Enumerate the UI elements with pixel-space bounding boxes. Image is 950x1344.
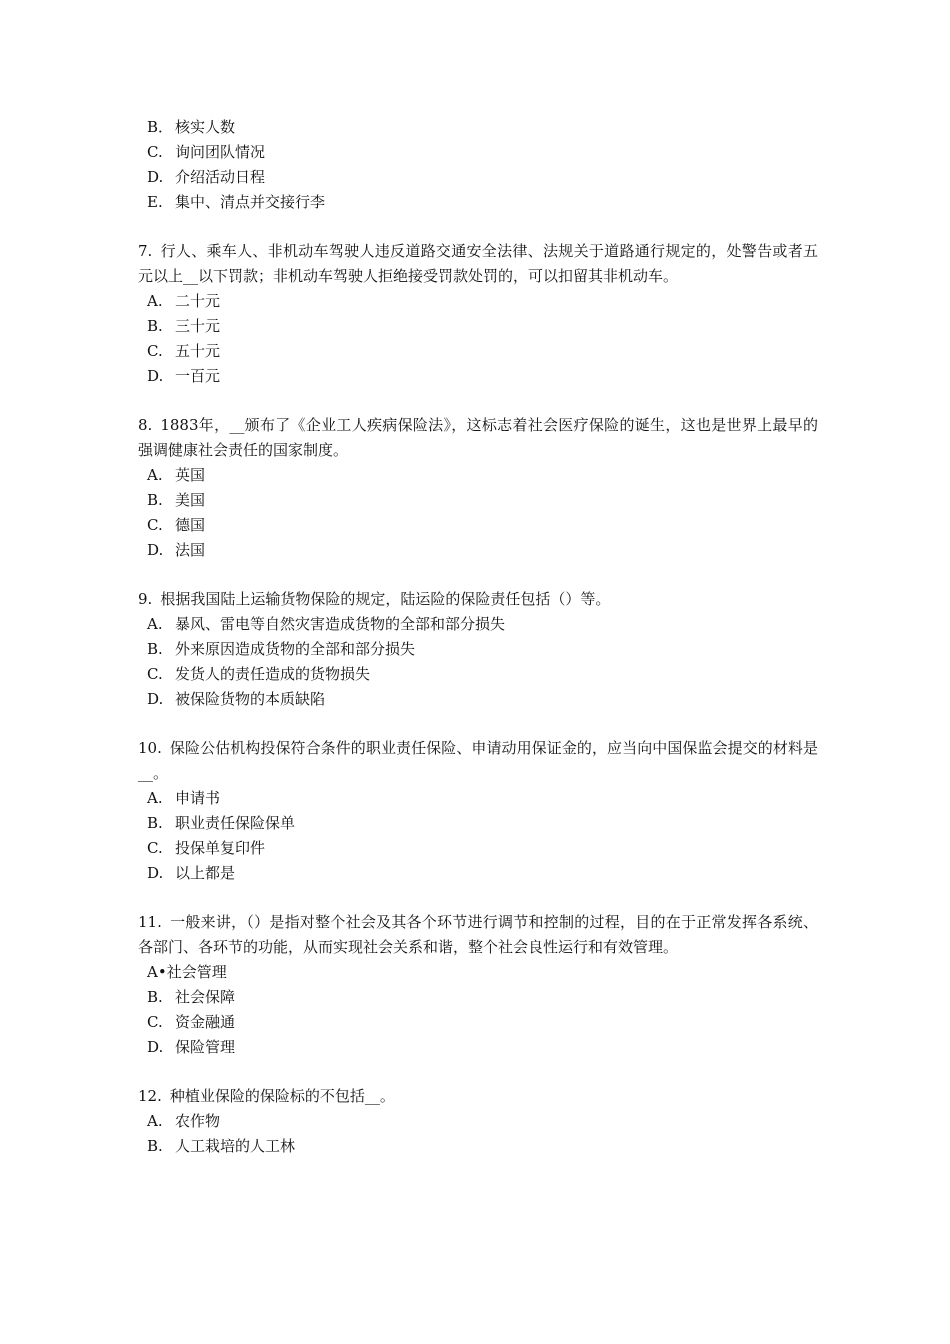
question-text	[138, 239, 818, 289]
question-stem: 根据我国陆上运输货物保险的规定，陆运险的保险责任包括（）等。	[160, 590, 611, 608]
option	[138, 1134, 818, 1159]
option	[138, 1035, 818, 1060]
option-text: 以上都是	[175, 864, 236, 882]
option	[138, 811, 818, 836]
option-letter: C.	[147, 1013, 163, 1031]
option-text: 发货人的责任造成的货物损失	[175, 665, 371, 683]
option	[138, 165, 818, 190]
option-text: 一百元	[175, 367, 221, 385]
question-7	[138, 239, 818, 389]
option-letter: A.	[147, 1112, 163, 1130]
option-letter: D.	[147, 168, 164, 186]
option-text: 法国	[175, 541, 206, 559]
question-10	[138, 736, 818, 886]
option-letter: D.	[147, 541, 164, 559]
option-text: 职业责任保险保单	[175, 814, 296, 832]
option-text: 资金融通	[175, 1013, 236, 1031]
option-text: 介绍活动日程	[175, 168, 266, 186]
option-text: 保险管理	[175, 1038, 236, 1056]
option-letter: C.	[147, 516, 163, 534]
option-letter: D.	[147, 1038, 164, 1056]
question-number: 9.	[138, 590, 153, 608]
option	[138, 786, 818, 811]
option-letter: C.	[147, 665, 163, 683]
option	[138, 687, 818, 712]
option-text: 暴风、雷电等自然灾害造成货物的全部和部分损失	[175, 615, 506, 633]
option-letter: B.	[147, 317, 163, 335]
option	[138, 861, 818, 886]
option-letter: B．	[147, 118, 174, 136]
option-letter: C.	[147, 839, 163, 857]
option	[138, 488, 818, 513]
question-9	[138, 587, 818, 712]
option	[138, 836, 818, 861]
option	[138, 364, 818, 389]
question-11	[138, 910, 818, 1060]
option-letter: A.	[147, 615, 163, 633]
option	[138, 513, 818, 538]
option-text: 被保险货物的本质缺陷	[175, 690, 326, 708]
question-12	[138, 1084, 818, 1159]
option	[138, 637, 818, 662]
option-letter: B.	[147, 814, 163, 832]
option-letter: C.	[147, 143, 163, 161]
question-stem: 一般来讲，（）是指对整个社会及其各个环节进行调节和控制的过程，目的在于正常发挥各系统、各部门、各环节的功能，从而实现社会关系和谐，整个社会良性运行和有效管理。	[138, 913, 818, 956]
question-number: 12.	[138, 1087, 162, 1105]
option-letter: B.	[147, 988, 163, 1006]
option-letter: B.	[147, 491, 163, 509]
option-text: 社会管理	[166, 963, 227, 981]
option	[138, 1109, 818, 1134]
question-number: 10.	[138, 739, 162, 757]
option	[138, 960, 818, 985]
question-text	[138, 587, 818, 612]
option-text: 英国	[175, 466, 206, 484]
leading-options	[138, 115, 818, 215]
option-letter: D.	[147, 367, 164, 385]
option	[138, 612, 818, 637]
option	[138, 190, 818, 215]
question-8	[138, 413, 818, 563]
option-letter: D.	[147, 690, 164, 708]
option-letter: C.	[147, 342, 163, 360]
question-text	[138, 1084, 818, 1109]
option-letter: A•	[147, 963, 167, 981]
question-text	[138, 910, 818, 960]
option-letter: B.	[147, 1137, 163, 1155]
option	[138, 538, 818, 563]
option-text: 投保单复印件	[175, 839, 266, 857]
option-letter: B.	[147, 640, 163, 658]
question-stem: 行人、乘车人、非机动车驾驶人违反道路交通安全法律、法规关于道路通行规定的，处警告或者五元以上__以下罚款；非机动车驾驶人拒绝接受罚款处罚的，可以扣留其非机动车。	[138, 242, 818, 285]
question-number: 8.	[138, 416, 153, 434]
document-body	[138, 115, 818, 1159]
option-text: 五十元	[175, 342, 221, 360]
option	[138, 339, 818, 364]
option	[138, 662, 818, 687]
option	[138, 985, 818, 1010]
option-text: 申请书	[175, 789, 221, 807]
question-number: 11.	[138, 913, 162, 931]
option-text: 社会保障	[175, 988, 236, 1006]
option	[138, 140, 818, 165]
option-letter: E.	[147, 193, 163, 211]
option-text: 询问团队情况	[175, 143, 266, 161]
question-text	[138, 413, 818, 463]
option-letter: A.	[147, 292, 163, 310]
option-text: 二十元	[175, 292, 221, 310]
option-text: 核实人数	[175, 118, 236, 136]
option-text: 德国	[175, 516, 206, 534]
option-text: 美国	[175, 491, 206, 509]
option	[138, 314, 818, 339]
option-text: 集中、清点并交接行李	[175, 193, 326, 211]
question-stem: 种植业保险的保险标的不包括__。	[169, 1087, 395, 1105]
question-number: 7.	[138, 242, 153, 260]
question-stem: 保险公估机构投保符合条件的职业责任保险、申请动用保证金的，应当向中国保监会提交的材料是__。	[138, 739, 818, 782]
option-text: 外来原因造成货物的全部和部分损失	[175, 640, 416, 658]
option	[138, 1010, 818, 1035]
option	[138, 289, 818, 314]
question-stem: 1883年，__颁布了《企业工人疾病保险法》，这标志着社会医疗保险的诞生，这也是世界上最早的强调健康社会责任的国家制度。	[138, 416, 818, 459]
option-letter: D.	[147, 864, 164, 882]
option-letter: A.	[147, 789, 163, 807]
option-letter: A.	[147, 466, 163, 484]
option-text: 三十元	[175, 317, 221, 335]
question-text	[138, 736, 818, 786]
option-text: 人工栽培的人工林	[175, 1137, 296, 1155]
option	[138, 463, 818, 488]
option	[138, 115, 818, 140]
option-text: 农作物	[175, 1112, 221, 1130]
